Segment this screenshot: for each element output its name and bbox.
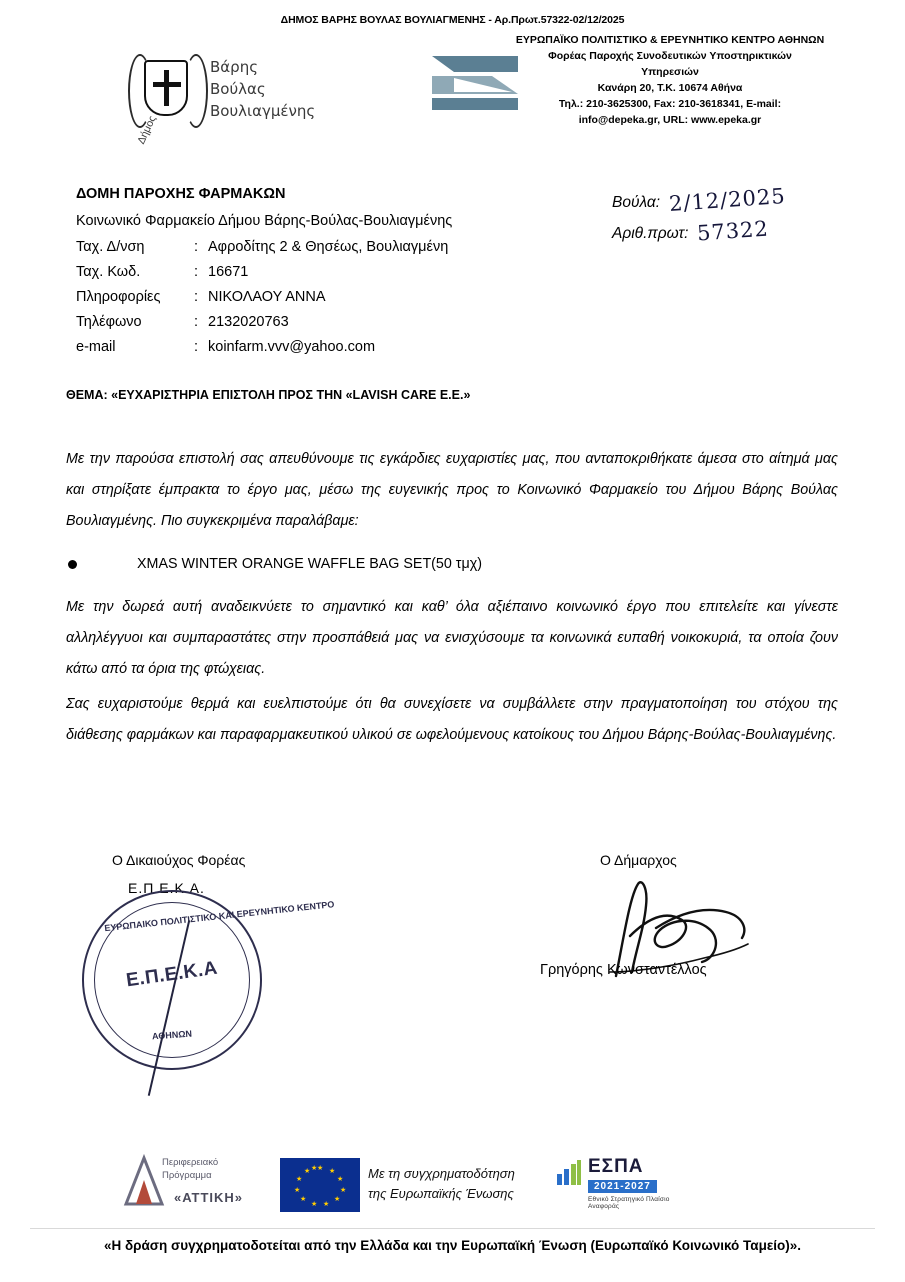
sender-colon-1: : [194, 264, 199, 280]
cofunding-line-1: Με τη συγχρηματοδότηση [368, 1166, 515, 1181]
eu-flag-icon: ★ ★ ★ ★ ★ ★ ★ ★ ★ ★ ★ ★ [280, 1158, 360, 1212]
emblem-word-2: Βούλας [210, 80, 266, 98]
stamp-bottom-arc-text: ΑΘΗΝΩΝ [151, 1028, 193, 1042]
attiki-line-1: Περιφερειακό [162, 1157, 219, 1168]
sender-colon-4: : [194, 339, 199, 355]
cross-shield-icon [144, 60, 188, 116]
org-line-3: Υπηρεσιών [641, 66, 699, 78]
table-row [76, 260, 448, 285]
list-item [66, 549, 838, 580]
footer-divider [30, 1228, 875, 1229]
sender-label-address: Ταχ. Δ/νση [76, 239, 145, 255]
table-row [76, 285, 448, 310]
stamp-center-text: Ε.Π.Ε.Κ.Α [124, 957, 220, 992]
protocol-label: Αριθ.πρωτ: [612, 225, 689, 242]
sender-subtitle: Κοινωνικό Φαρμακείο Δήμου Βάρης-Βούλας-Βουλιαγμένης [76, 213, 453, 229]
emblem-word-3: Βουλιαγμένης [210, 102, 316, 120]
sender-colon-3: : [194, 314, 199, 330]
attiki-lines [162, 1156, 218, 1182]
body-paragraph-3: Σας ευχαριστούμε θερμά και ευελπιστούμε ότι θα συνεχίσετε να συμβάλλετε στην πραγματοποίηση του στόχου της διάθεσης φαρμάκων και παραφαρμακευτικού υλικού σε ωφελούμενους κατοίκους του Δήμου Βάρης-Βούλας-Βουλιαγμένης. [66, 696, 838, 743]
attiki-program-logo [118, 1152, 268, 1212]
municipality-emblem [126, 50, 316, 145]
place-value-handwritten: 2/12/2025 [667, 183, 786, 217]
emblem-arc-word: Δήμος [135, 113, 159, 147]
sender-value-email: koinfarm.vvv@yahoo.com [208, 339, 376, 355]
sender-value-address: Αφροδίτης 2 & Θησέως, Βουλιαγμένη [208, 239, 449, 255]
emblem-word-1: Βάρης [210, 58, 259, 76]
cofunding-text [368, 1164, 515, 1204]
handwritten-date-row [612, 183, 786, 217]
signature-left-org: Ε.Π.Ε.Κ.Α. [128, 880, 205, 896]
signature-right-name: Γρηγόρης Κωνσταντέλλος [540, 962, 707, 978]
protocol-value-handwritten: 57322 [696, 216, 770, 246]
handwritten-block [612, 183, 786, 250]
espa-subtitle: Εθνικό Στρατηγικό Πλαίσιο Αναφοράς [588, 1196, 670, 1210]
attiki-line-2: Πρόγραμμα [162, 1170, 212, 1181]
sender-value-phone: 2132020763 [208, 314, 289, 330]
sender-value-info: ΝΙΚΟΛΑΟΥ ΑΝΝΑ [208, 289, 326, 305]
place-label: Βούλα: [612, 194, 661, 211]
cofunding-line-2: της Ευρωπαϊκής Ένωσης [368, 1186, 514, 1201]
signature-left-label: Ο Δικαιούχος Φορέας [112, 852, 246, 868]
organization-header [460, 32, 880, 128]
table-row [76, 335, 448, 360]
emblem-words [210, 56, 315, 122]
table-row [76, 310, 448, 335]
org-line-2: Φορέας Παροχής Συνοδευτικών Υποστηρικτικών [548, 50, 792, 62]
handwritten-protocol-row [612, 216, 785, 246]
sender-colon-2: : [194, 289, 199, 305]
sender-label-info: Πληροφορίες [76, 289, 161, 305]
org-line-5: Τηλ.: 210-3625300, Fax: 210-3618341, E-mail: [558, 98, 782, 110]
org-line-6: info@depeka.gr, URL: www.epeka.gr [578, 114, 762, 126]
attiki-name: «ΑΤΤΙΚΗ» [174, 1190, 244, 1205]
footer-note: «Η δράση συγχρηματοδοτείται από την Ελλάδα και την Ευρωπαϊκή Ένωση (Ευρωπαϊκό Κοινωνικό Ταμείο)». [103, 1238, 802, 1253]
bullet-item-text: XMAS WINTER ORANGE WAFFLE BAG SET(50 τμχ) [137, 556, 482, 572]
stamp-top-arc-text: ΕΥΡΩΠΑΙΚΟ ΠΟΛΙΤΙΣΤΙΚΟ ΚΑΙ ΕΡΕΥΝΗΤΙΚΟ ΚΕΝΤΡΟ [103, 899, 335, 934]
letter-body [66, 444, 838, 755]
round-stamp [82, 890, 335, 1070]
table-row [76, 235, 448, 260]
body-paragraph-2: Με την δωρεά αυτή αναδεικνύετε το σημαντικό και καθ’ όλα αξιέπαινο κοινωνικό έργο που επιτελείτε και γίνεστε αλληλέγγυοι και συμπαραστάτες στην προσπάθειά μας να ενισχύσουμε τα κοινωνικά ευπαθή νοικοκυριά, τα οποία ζουν κάτω από τα όρια της φτώχειας. [66, 599, 838, 677]
espa-years: 2021-2027 [588, 1180, 657, 1193]
sender-colon-0: : [194, 239, 199, 255]
protocol-stamp-line: ΔΗΜΟΣ ΒΑΡΗΣ ΒΟΥΛΑΣ ΒΟΥΛΙΑΓΜΕΝΗΣ - Αρ.Πρωτ.57322-02/12/2025 [280, 14, 625, 26]
sender-value-postcode: 16671 [208, 264, 249, 280]
org-line-1: ΕΥΡΩΠΑΪΚΟ ΠΟΛΙΤΙΣΤΙΚΟ & ΕΡΕΥΝΗΤΙΚΟ ΚΕΝΤΡΟ ΑΘΗΝΩΝ [515, 34, 825, 46]
espa-name: ΕΣΠΑ [588, 1156, 644, 1177]
bullet-dot-icon [68, 560, 77, 569]
subject-line: ΘΕΜΑ: «ΕΥΧΑΡΙΣΤΗΡΙΑ ΕΠΙΣΤΟΛΗ ΠΡΟΣ ΤΗΝ «LAVISH CARE Ε.Ε.» [66, 388, 471, 402]
sender-details-table [76, 235, 448, 360]
sender-label-phone: Τηλέφωνο [76, 314, 142, 330]
signature-right-label: Ο Δήμαρχος [600, 852, 677, 868]
org-line-4: Κανάρη 20, Τ.Κ. 10674 Αθήνα [597, 82, 743, 94]
sender-label-email: e-mail [76, 339, 116, 355]
sender-block [76, 182, 596, 360]
sender-label-postcode: Ταχ. Κωδ. [76, 264, 141, 280]
espa-bars-icon [556, 1160, 582, 1186]
footer-logos [118, 1148, 798, 1218]
body-paragraph-1: Με την παρούσα επιστολή σας απευθύνουμε τις εγκάρδιες ευχαριστίες μας, που ανταποκριθήκατε άμεσα στο αίτημά μας και στηρίξατε έμπρακτα το έργο μας, μέσω της ευγενικής προς το Κοινωνικό Φαρμακείο του Δήμου Βάρης Βούλας Βουλιαγμένης. Πιο συγκεκριμένα παραλάβαμε: [66, 451, 838, 529]
sender-title: ΔΟΜΗ ΠΑΡΟΧΗΣ ΦΑΡΜΑΚΩΝ [76, 186, 286, 202]
